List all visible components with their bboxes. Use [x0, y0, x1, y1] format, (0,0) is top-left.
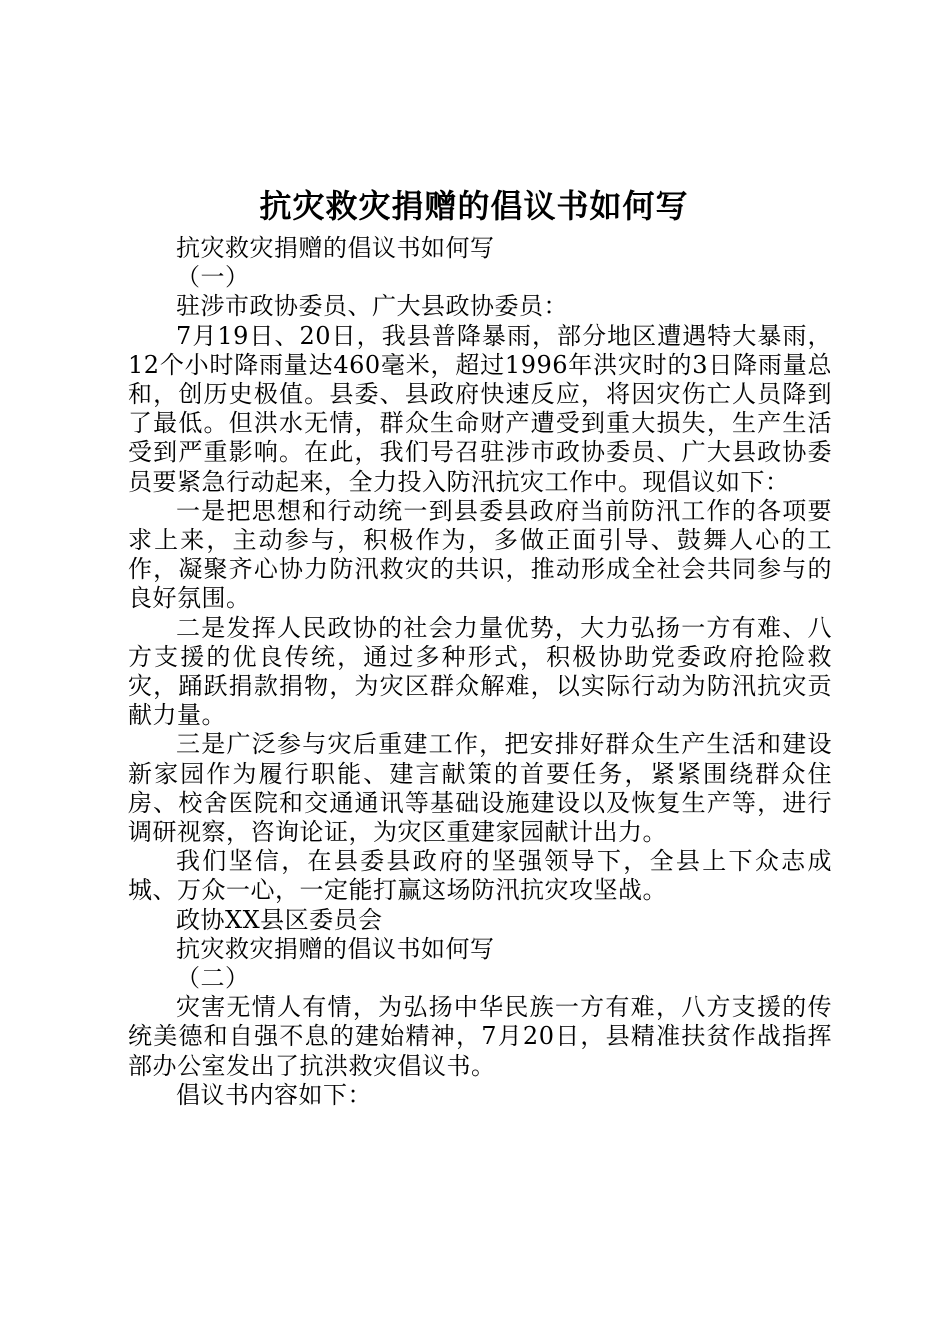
document-page	[128, 182, 832, 1110]
paragraph-content-intro: 倡议书内容如下：	[176, 1080, 372, 1109]
paragraph-point-2: 二是发挥人民政协的社会力量优势，大力弘扬一方有难、八方支援的优良传统，通过多种形式，积极协助党委政府抢险救灾，踊跃捐款捐物，为灾区群众解难，以实际行动为防汛抗灾贡献力量。	[128, 613, 832, 730]
paragraph-intro: 7月19日、20日，我县普降暴雨，部分地区遭遇特大暴雨，12个小时降雨量达460毫米，超过1996年洪灾时的3日降雨量总和，创历史极值。县委、县政府快速反应，将因灾伤亡人员降到了最低。但洪水无情，群众生命财产遭受到重大损失，生产生活受到严重影响。在此，我们号召驻涉市政协委员、广大县政协委员要紧急行动起来，全力投入防汛抗灾工作中。现倡议如下：	[128, 321, 832, 496]
paragraph-subtitle-2: 抗灾救灾捐赠的倡议书如何写	[176, 934, 495, 963]
paragraph-point-3: 三是广泛参与灾后重建工作，把安排好群众生产生活和建设新家园作为履行职能、建言献策的首要任务，紧紧围绕群众住房、校舍医院和交通通讯等基础设施建设以及恢复生产等，进行调研视察，咨询论证，为灾区重建家园献计出力。	[128, 730, 832, 847]
paragraph-subtitle-1: 抗灾救灾捐赠的倡议书如何写	[176, 234, 495, 262]
paragraph-section-2: （二）	[176, 964, 250, 993]
paragraph-body-2: 灾害无情人有情，为弘扬中华民族一方有难，八方支援的传统美德和自强不息的建始精神，7月20日，县精准扶贫作战指挥部办公室发出了抗洪救灾倡议书。	[128, 993, 832, 1080]
paragraph-salutation: 驻涉市政协委员、广大县政协委员：	[176, 292, 568, 321]
paragraph-signature: 政协XX县区委员会	[176, 905, 383, 934]
document-title: 抗灾救灾捐赠的倡议书如何写	[259, 187, 689, 225]
paragraph-point-1: 一是把思想和行动统一到县委县政府当前防汛工作的各项要求上来，主动参与，积极作为，多做正面引导、鼓舞人心的工作，凝聚齐心协力防汛救灾的共识，推动形成全社会共同参与的良好氛围。	[128, 496, 832, 613]
paragraph-section-1: （一）	[176, 263, 250, 292]
paragraph-conclusion: 我们坚信，在县委县政府的坚强领导下，全县上下众志成城、万众一心，一定能打赢这场防汛抗灾攻坚战。	[128, 847, 832, 905]
